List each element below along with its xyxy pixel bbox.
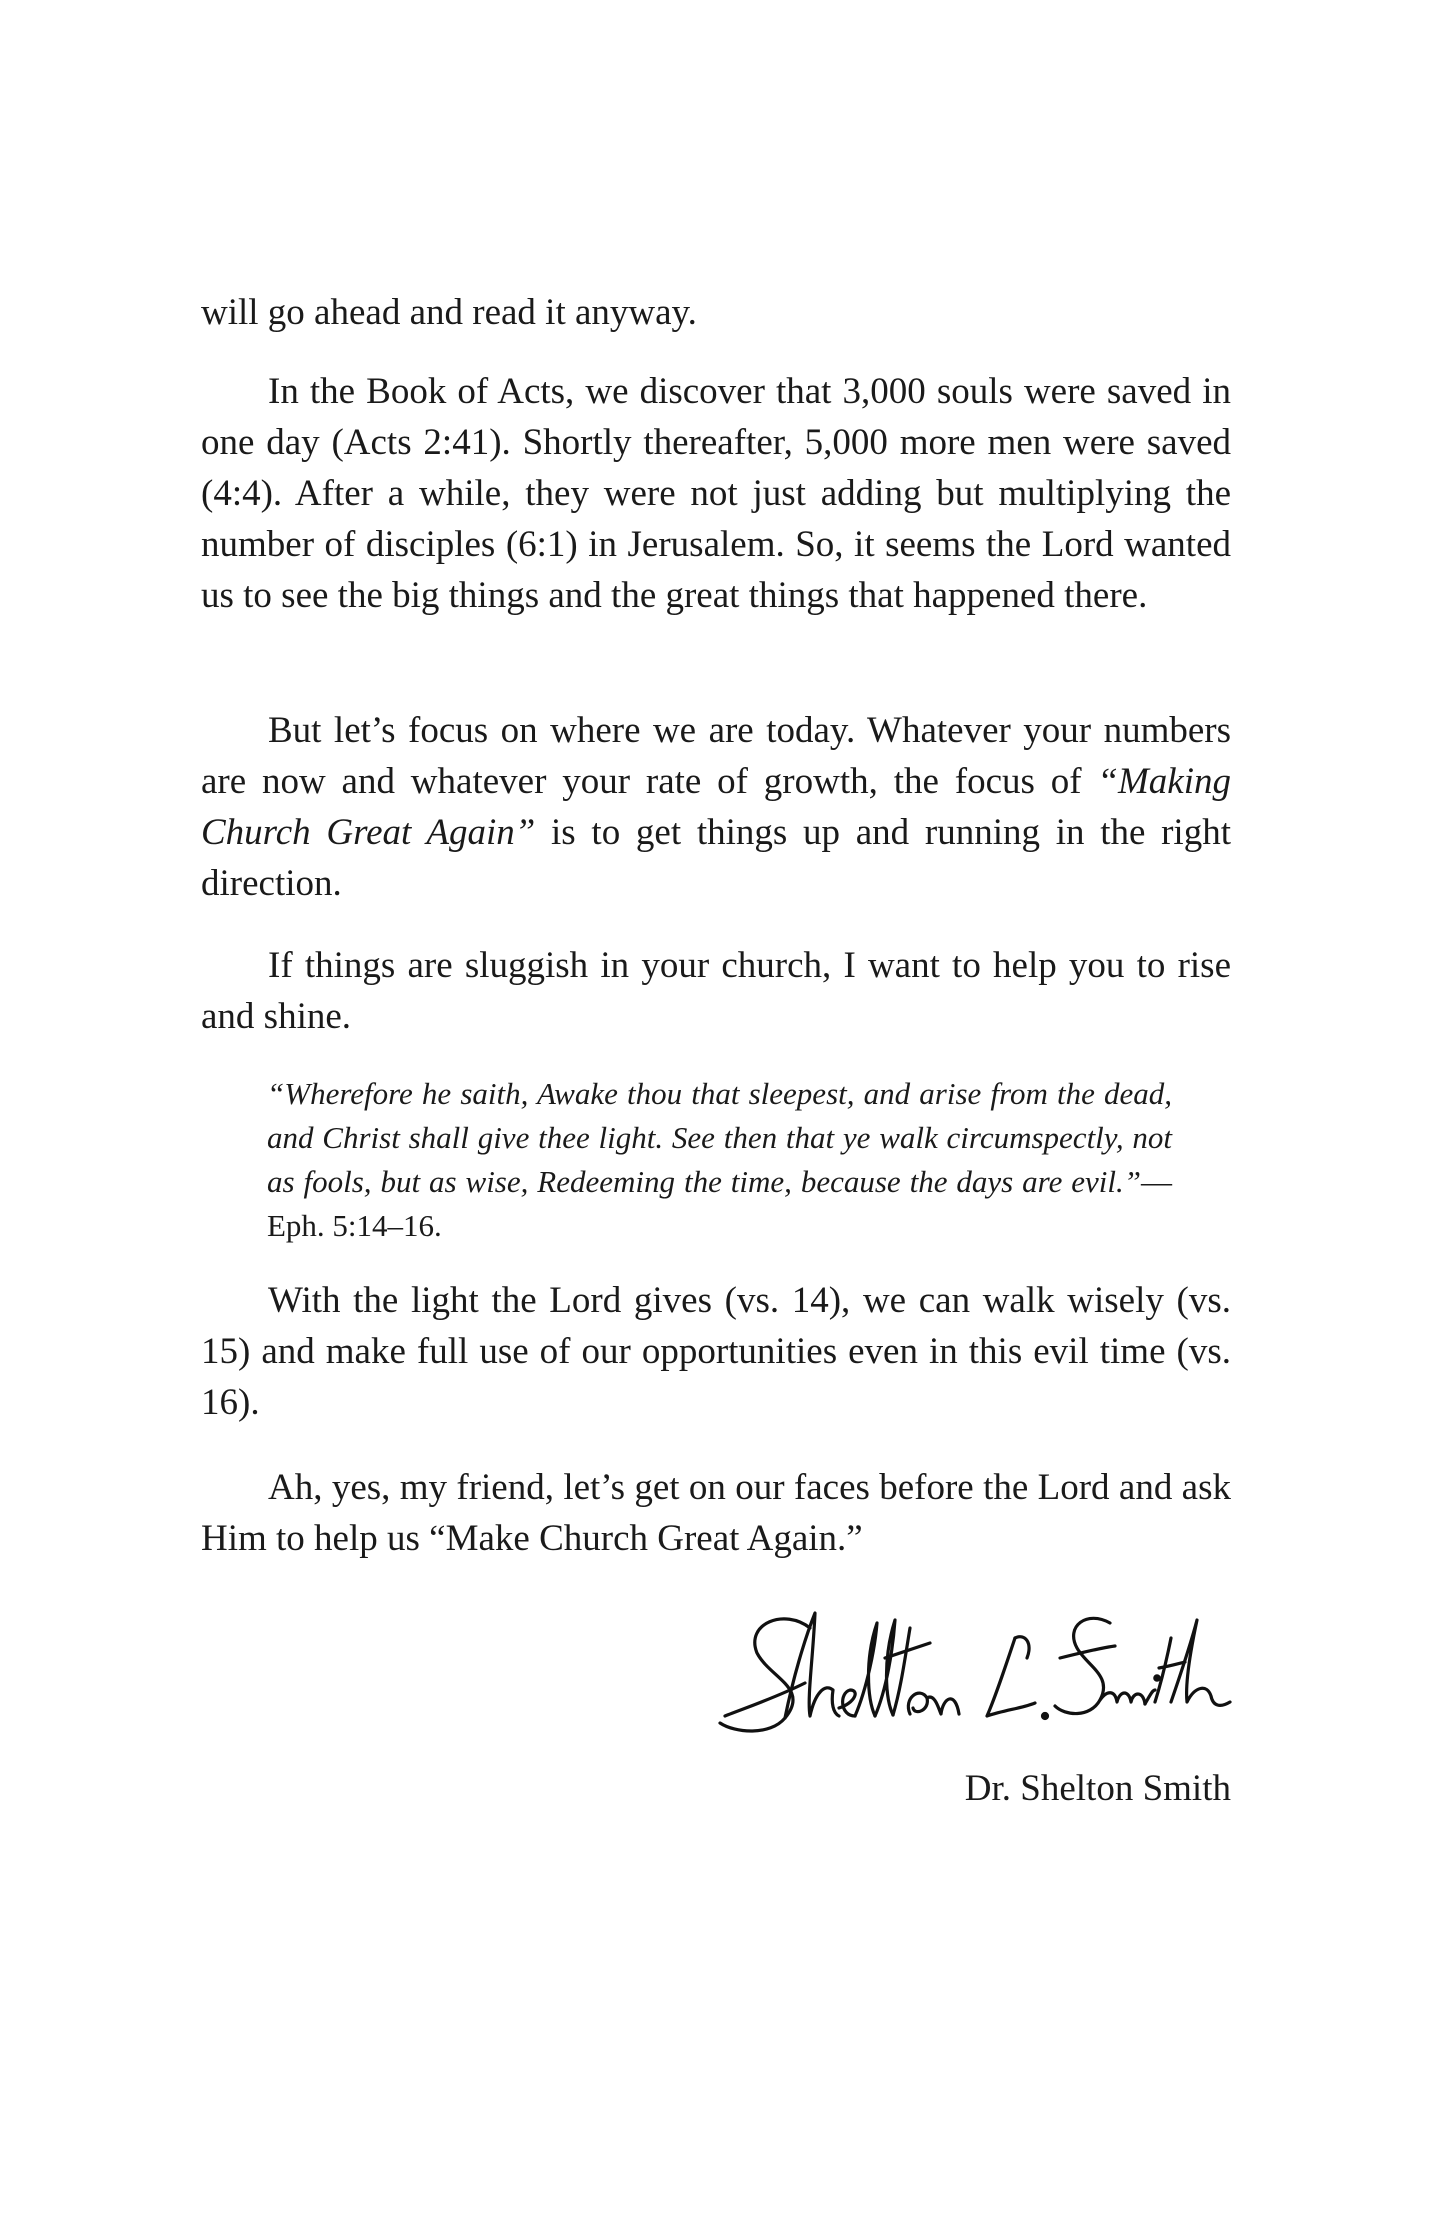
paragraph-continuation: [201, 287, 1231, 338]
paragraph-light: [201, 1275, 1231, 1428]
scripture-quote: [267, 1072, 1172, 1248]
quote-text: “Wherefore he saith, Awake thou that sleepest, and arise from the dead, and Christ shall give thee light. See then that ye walk circumspectly, not as fools, but as wise, Redeeming the time, because the days are evil.”: [267, 1076, 1172, 1199]
paragraph-text-after: is to get things up and running in the right direction.: [201, 812, 1231, 904]
paragraph-text: Ah, yes, my friend, let’s get on our faces before the Lord and ask Him to help us “Make Church Great Again.”: [201, 1467, 1231, 1559]
paragraph-focus: [201, 705, 1231, 909]
paragraph-text: With the light the Lord gives (vs. 14), we can walk wisely (vs. 15) and make full use of our opportunities even in this evil time (vs. 16).: [201, 1280, 1231, 1423]
handwritten-signature: [715, 1598, 1235, 1743]
paragraph-sluggish: [201, 940, 1231, 1042]
paragraph-acts: [201, 366, 1231, 621]
paragraph-text: If things are sluggish in your church, I want to help you to rise and shine.: [201, 945, 1231, 1037]
book-title: “Making Church Great Again”: [201, 761, 1231, 853]
paragraph-text: will go ahead and read it anyway.: [201, 292, 697, 333]
paragraph-closing: [201, 1462, 1231, 1564]
quote-reference: —Eph. 5:14–16.: [267, 1164, 1172, 1243]
paragraph-text: [201, 705, 1231, 909]
paragraph-text: In the Book of Acts, we discover that 3,000 souls were saved in one day (Acts 2:41). Shortly thereafter, 5,000 more men were saved (4:4). After a while, they were not just adding but multiplying the number of disciples (6:1) in Jerusalem. So, it seems the Lord wanted us to see the big things and the great things that happened there.: [201, 371, 1231, 616]
author-name: Dr. Shelton Smith: [964, 1768, 1231, 1809]
paragraph-text-before: But let’s focus on where we are today. Whatever your numbers are now and whatever your rate of growth, the focus of: [201, 710, 1231, 802]
